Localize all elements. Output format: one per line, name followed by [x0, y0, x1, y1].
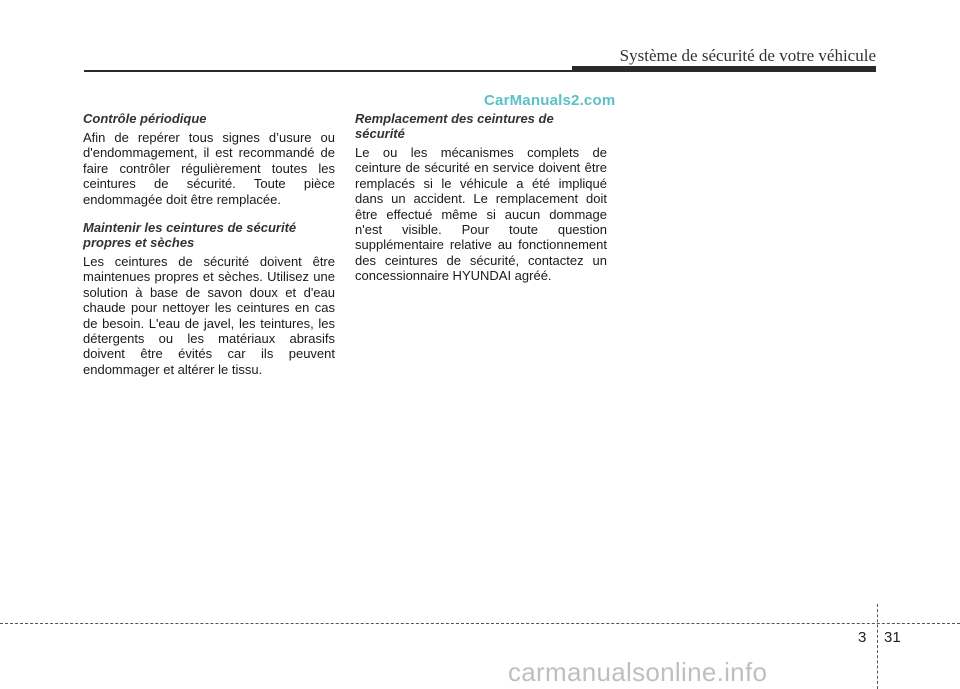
footer-dashed-rule: [0, 623, 960, 624]
chapter-number: 3: [858, 629, 867, 646]
section-heading-periodic-check: Contrôle périodique: [83, 111, 207, 126]
section-body-keep-clean: Les ceintures de sécurité doivent être maintenues propres et sèches. Utilisez une solution à base de savon doux et d'eau chaude pour nettoyer les ceintures en cas de besoin. L'eau de javel, les teintures, les détergents ou les matériaux abrasifs doivent être évités car ils peuvent endommager et altérer le tissu.: [83, 254, 335, 377]
chapter-title: Système de sécurité de votre véhicule: [619, 46, 876, 65]
header-rule-thick: [572, 66, 876, 72]
section-body-replacement: Le ou les mécanismes complets de ceinture de sécurité en service doivent être remplacés si le véhicule a été impliqué dans un accident. Le remplacement doit être effectué même si aucun dommage n'est visible. Pour toute question supplémentaire relative au fonctionnement des ceintures de sécurité, contactez un concessionnaire HYUNDAI agréé.: [355, 145, 607, 284]
footer-vertical-divider: [877, 604, 878, 689]
header-rule-thin: [84, 70, 576, 72]
left-column: [83, 111, 335, 390]
section-heading-keep-clean: Maintenir les ceintures de sécurité propres et sèches: [83, 220, 297, 251]
right-column: [355, 111, 607, 297]
section-heading-replacement: Remplacement des ceintures de sécurité: [355, 111, 554, 141]
section-body-periodic-check: Afin de repérer tous signes d’usure ou d'endommagement, il est recommandé de faire contrôler régulièrement toutes les ceintures de sécurité. Toute pièce endommagée doit être remplacée.: [83, 130, 335, 207]
carmanuals-watermark[interactable]: CarManuals2.com: [484, 92, 616, 109]
footer-watermark[interactable]: carmanualsonline.info: [508, 657, 768, 687]
page-number: 31: [884, 629, 901, 646]
